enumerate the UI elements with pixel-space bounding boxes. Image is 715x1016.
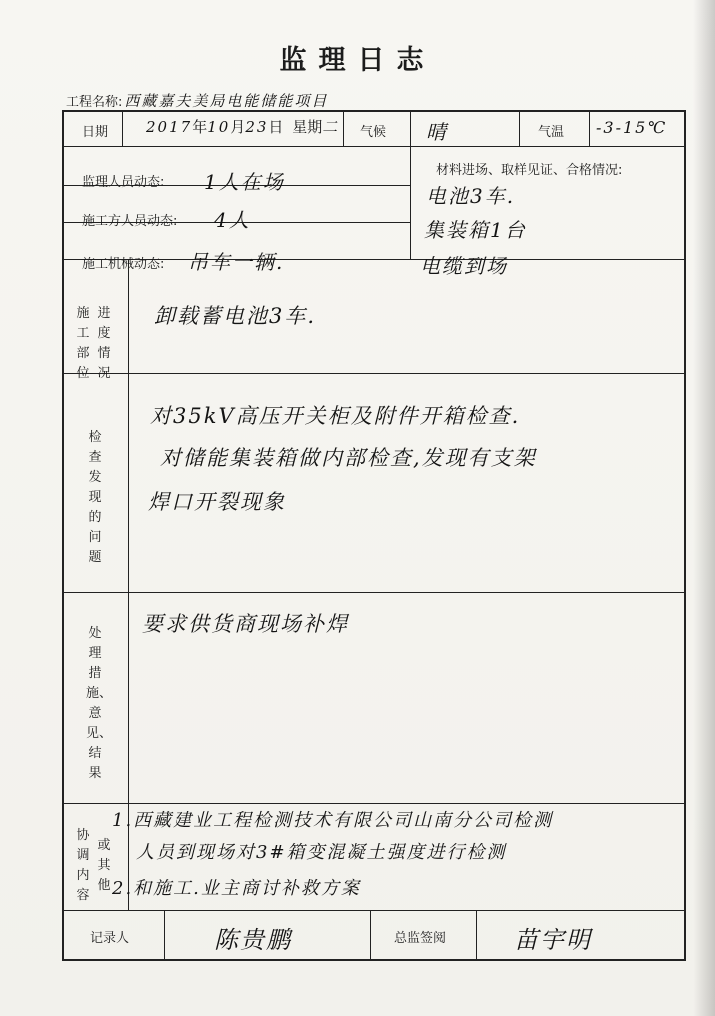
- inspection-line-1: 对35kV高压开关柜及附件开箱检查.: [150, 404, 521, 428]
- date-field: [146, 116, 339, 137]
- contractor-staff-value: 4人: [214, 208, 251, 232]
- machinery-label: 施工机械动态:: [82, 257, 165, 272]
- chief-label: 总监签阅: [394, 931, 447, 946]
- date-month-suffix: 月: [230, 118, 246, 136]
- project-name-label: 工程名称:: [66, 95, 123, 110]
- recorder-label: 记录人: [90, 931, 130, 946]
- recorder-signature: 陈贵鹏: [214, 926, 292, 954]
- date-month: 10: [207, 118, 231, 136]
- materials-line-3: 电缆到场: [420, 254, 508, 278]
- inspection-line-3: 焊口开裂现象: [148, 490, 286, 514]
- log-form: [62, 110, 686, 961]
- supervisor-staff-label: 监理人员动态:: [82, 175, 165, 190]
- measures-text: 要求供货商现场补焊: [142, 612, 349, 636]
- date-day-suffix: 日: [268, 118, 284, 136]
- materials-label: 材料进场、取样见证、合格情况:: [436, 163, 623, 178]
- materials-line-1: 电池3车.: [426, 184, 516, 208]
- inspection-label: 检查发现的问题: [88, 430, 102, 565]
- project-name: [66, 90, 328, 111]
- coordination-label-other: 或其他: [97, 838, 111, 893]
- date-year: 2017: [146, 118, 193, 136]
- inspection-line-2: 对储能集装箱做内部检查,发现有支架: [160, 446, 537, 470]
- coordination-line-1: 1.西藏建业工程检测技术有限公司山南分公司检测: [112, 810, 554, 831]
- page-title: 监理日志: [279, 45, 436, 76]
- project-name-value: 西藏嘉夫美局电能储能项目: [124, 92, 329, 110]
- weather-label: 气候: [360, 125, 387, 140]
- date-day: 23: [245, 118, 269, 136]
- contractor-staff-label: 施工方人员动态:: [82, 214, 178, 229]
- machinery-value: 吊车一辆.: [188, 250, 285, 274]
- temperature-value: -3-15℃: [596, 118, 668, 137]
- coordination-line-3: 2.和施工.业主商讨补救方案: [112, 878, 361, 899]
- page-edge-shadow: [693, 0, 715, 1016]
- supervisor-staff-value: 1人在场: [204, 170, 285, 194]
- progress-label-part: 施工部位: [76, 306, 90, 381]
- chief-signature: 苗宇明: [514, 926, 592, 954]
- weekday-value: 二: [322, 118, 340, 136]
- weekday-label: 星期: [292, 118, 323, 136]
- progress-label-status: 进度情况: [97, 306, 111, 381]
- date-label: 日期: [82, 125, 109, 140]
- progress-text: 卸载蓄电池3车.: [154, 304, 317, 328]
- measures-label: 处理措施、意见、结果: [86, 626, 113, 781]
- coordination-line-2: 人员到现场对3#箱变混凝土强度进行检测: [136, 842, 507, 863]
- coordination-label-content: 协调内容: [76, 828, 90, 903]
- weather-value: 晴: [426, 120, 448, 144]
- materials-line-2: 集装箱1台: [424, 218, 527, 242]
- temperature-label: 气温: [538, 125, 565, 140]
- date-year-suffix: 年: [192, 118, 208, 136]
